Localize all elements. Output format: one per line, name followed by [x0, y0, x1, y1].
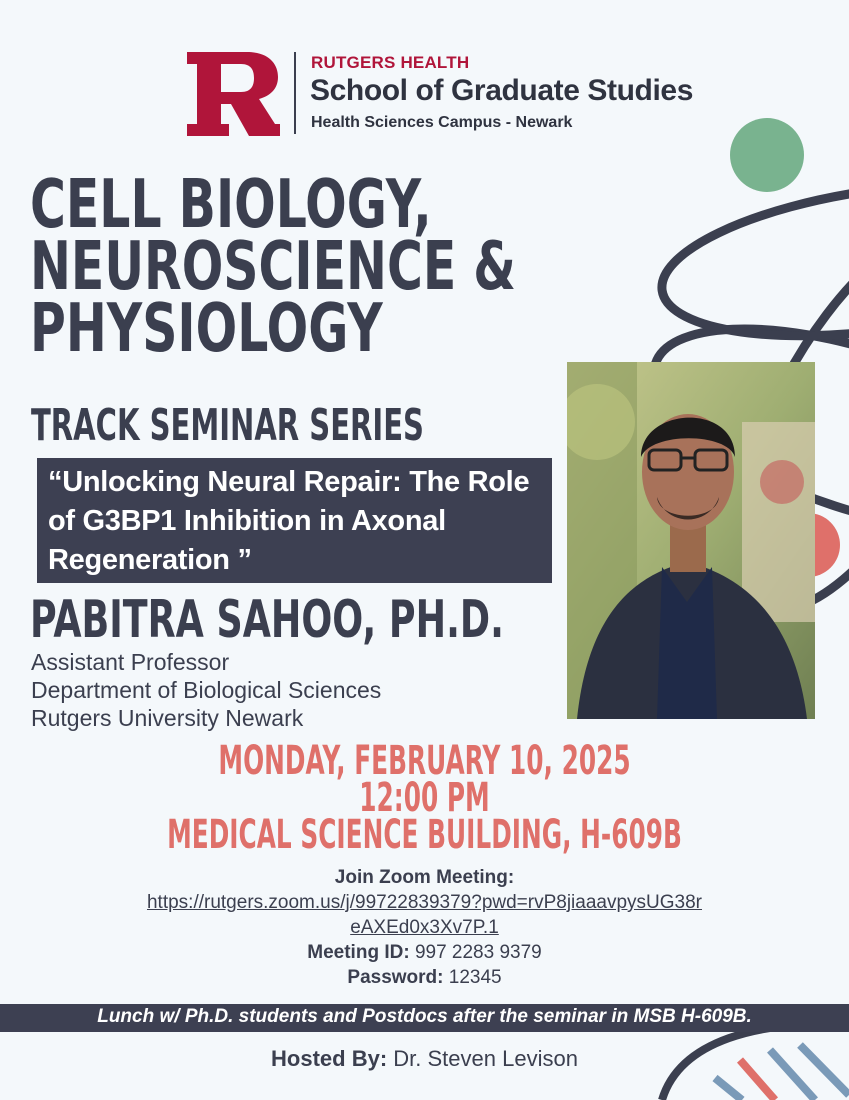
brand-health: RUTGERS HEALTH [311, 53, 470, 72]
zoom-info [0, 865, 849, 990]
talk-title: “Unlocking Neural Repair: The Role of G3BP1 Inhibition in Axonal Regeneration ” [48, 466, 530, 576]
green-dot [730, 118, 804, 192]
event-details [0, 738, 849, 858]
speaker-position: Assistant Professor [31, 649, 230, 675]
password-label: Password: [347, 967, 444, 988]
host-label: Hosted By: [271, 1046, 388, 1071]
rutgers-r-logo [185, 52, 280, 136]
title-line-3: PHYSIOLOGY [30, 289, 383, 367]
event-location: MEDICAL SCIENCE BUILDING, H-609B [167, 812, 682, 858]
event-date: MONDAY, FEBRUARY 10, 2025 [218, 738, 631, 784]
brand-school: School of Graduate Studies [310, 74, 693, 107]
speaker-department: Department of Biological Sciences [31, 677, 382, 703]
title-line-2: NEUROSCIENCE & [30, 227, 516, 305]
host-name: Dr. Steven Levison [393, 1046, 578, 1071]
series-subtitle: TRACK SEMINAR SERIES [31, 400, 424, 451]
zoom-link-line-1[interactable]: https://rutgers.zoom.us/j/99722839379?pwd=rvP8jiaaavpysUG38r [146, 892, 703, 913]
speaker-name: PABITRA SAHOO, PH.D. [30, 590, 504, 650]
page-title [30, 165, 516, 367]
meeting-id-label: Meeting ID: [307, 942, 410, 963]
meeting-id: 997 2283 9379 [414, 942, 542, 963]
speaker-photo [567, 362, 815, 719]
lunch-text: Lunch w/ Ph.D. students and Postdocs after the seminar in MSB H-609B. [97, 1006, 752, 1027]
event-time: 12:00 PM [359, 775, 490, 821]
password: 12345 [448, 967, 502, 988]
title-line-1: CELL BIOLOGY, [30, 165, 432, 243]
host-line [0, 1046, 849, 1072]
speaker-institution: Rutgers University Newark [31, 705, 304, 731]
zoom-link-line-2[interactable]: eAXEd0x3Xv7P.1 [350, 917, 499, 938]
zoom-label: Join Zoom Meeting: [334, 867, 515, 888]
speaker-affiliation [31, 648, 381, 732]
brand-campus: Health Sciences Campus - Newark [311, 114, 573, 131]
logo-divider [294, 52, 296, 134]
